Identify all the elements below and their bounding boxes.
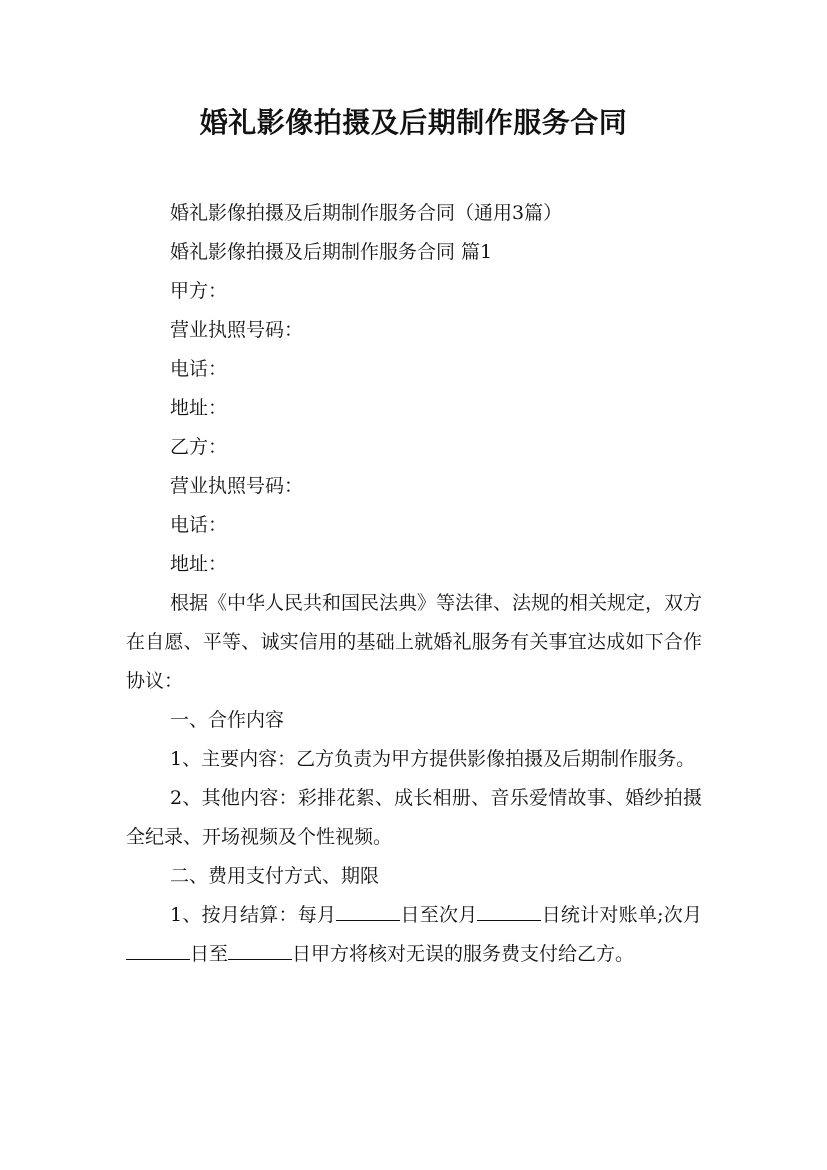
document-title: 婚礼影像拍摄及后期制作服务合同 bbox=[199, 106, 628, 139]
paragraph-party-a-license: 营业执照号码： bbox=[170, 319, 304, 341]
document-body bbox=[126, 194, 702, 974]
blank-line bbox=[477, 901, 541, 921]
paragraph-party-a-phone: 电话： bbox=[170, 358, 228, 380]
blank-line bbox=[126, 940, 190, 960]
paragraph-main-content: 1、主要内容：乙方负责为甲方提供影像拍摄及后期制作服务。 bbox=[170, 748, 696, 770]
paragraph-party-b: 乙方： bbox=[170, 436, 228, 458]
paragraph-subtitle: 婚礼影像拍摄及后期制作服务合同（通用3篇） bbox=[170, 202, 563, 224]
settlement-text-2: 日至次月 bbox=[400, 904, 478, 926]
blank-line bbox=[228, 940, 292, 960]
paragraph-party-a: 甲方： bbox=[170, 280, 228, 302]
settlement-text-5: 日甲方将核对无误的服务费支付给乙方。 bbox=[292, 943, 635, 965]
paragraph-monthly-settlement bbox=[126, 896, 702, 974]
paragraph-heading-cooperation: 一、合作内容 bbox=[170, 709, 285, 731]
settlement-text-4: 日至 bbox=[190, 943, 229, 965]
blank-line bbox=[336, 901, 400, 921]
paragraph-preamble: 根据《中华人民共和国民法典》等法律、法规的相关规定，双方在自愿、平等、诚实信用的基础上就婚礼服务有关事宜达成如下合作协议： bbox=[126, 592, 703, 692]
paragraph-party-b-license: 营业执照号码： bbox=[170, 475, 304, 497]
paragraph-section-heading: 婚礼影像拍摄及后期制作服务合同 篇1 bbox=[170, 241, 493, 263]
settlement-text-1: 1、按月结算：每月 bbox=[170, 904, 337, 926]
paragraph-party-b-address: 地址： bbox=[170, 553, 228, 575]
settlement-text-3: 日统计对账单;次月 bbox=[541, 904, 703, 926]
paragraph-party-b-phone: 电话： bbox=[170, 514, 228, 536]
paragraph-party-a-address: 地址： bbox=[170, 397, 228, 419]
paragraph-other-content: 2、其他内容：彩排花絮、成长相册、音乐爱情故事、婚纱拍摄全纪录、开场视频及个性视频。 bbox=[126, 787, 702, 848]
paragraph-heading-payment: 二、费用支付方式、期限 bbox=[170, 865, 380, 887]
